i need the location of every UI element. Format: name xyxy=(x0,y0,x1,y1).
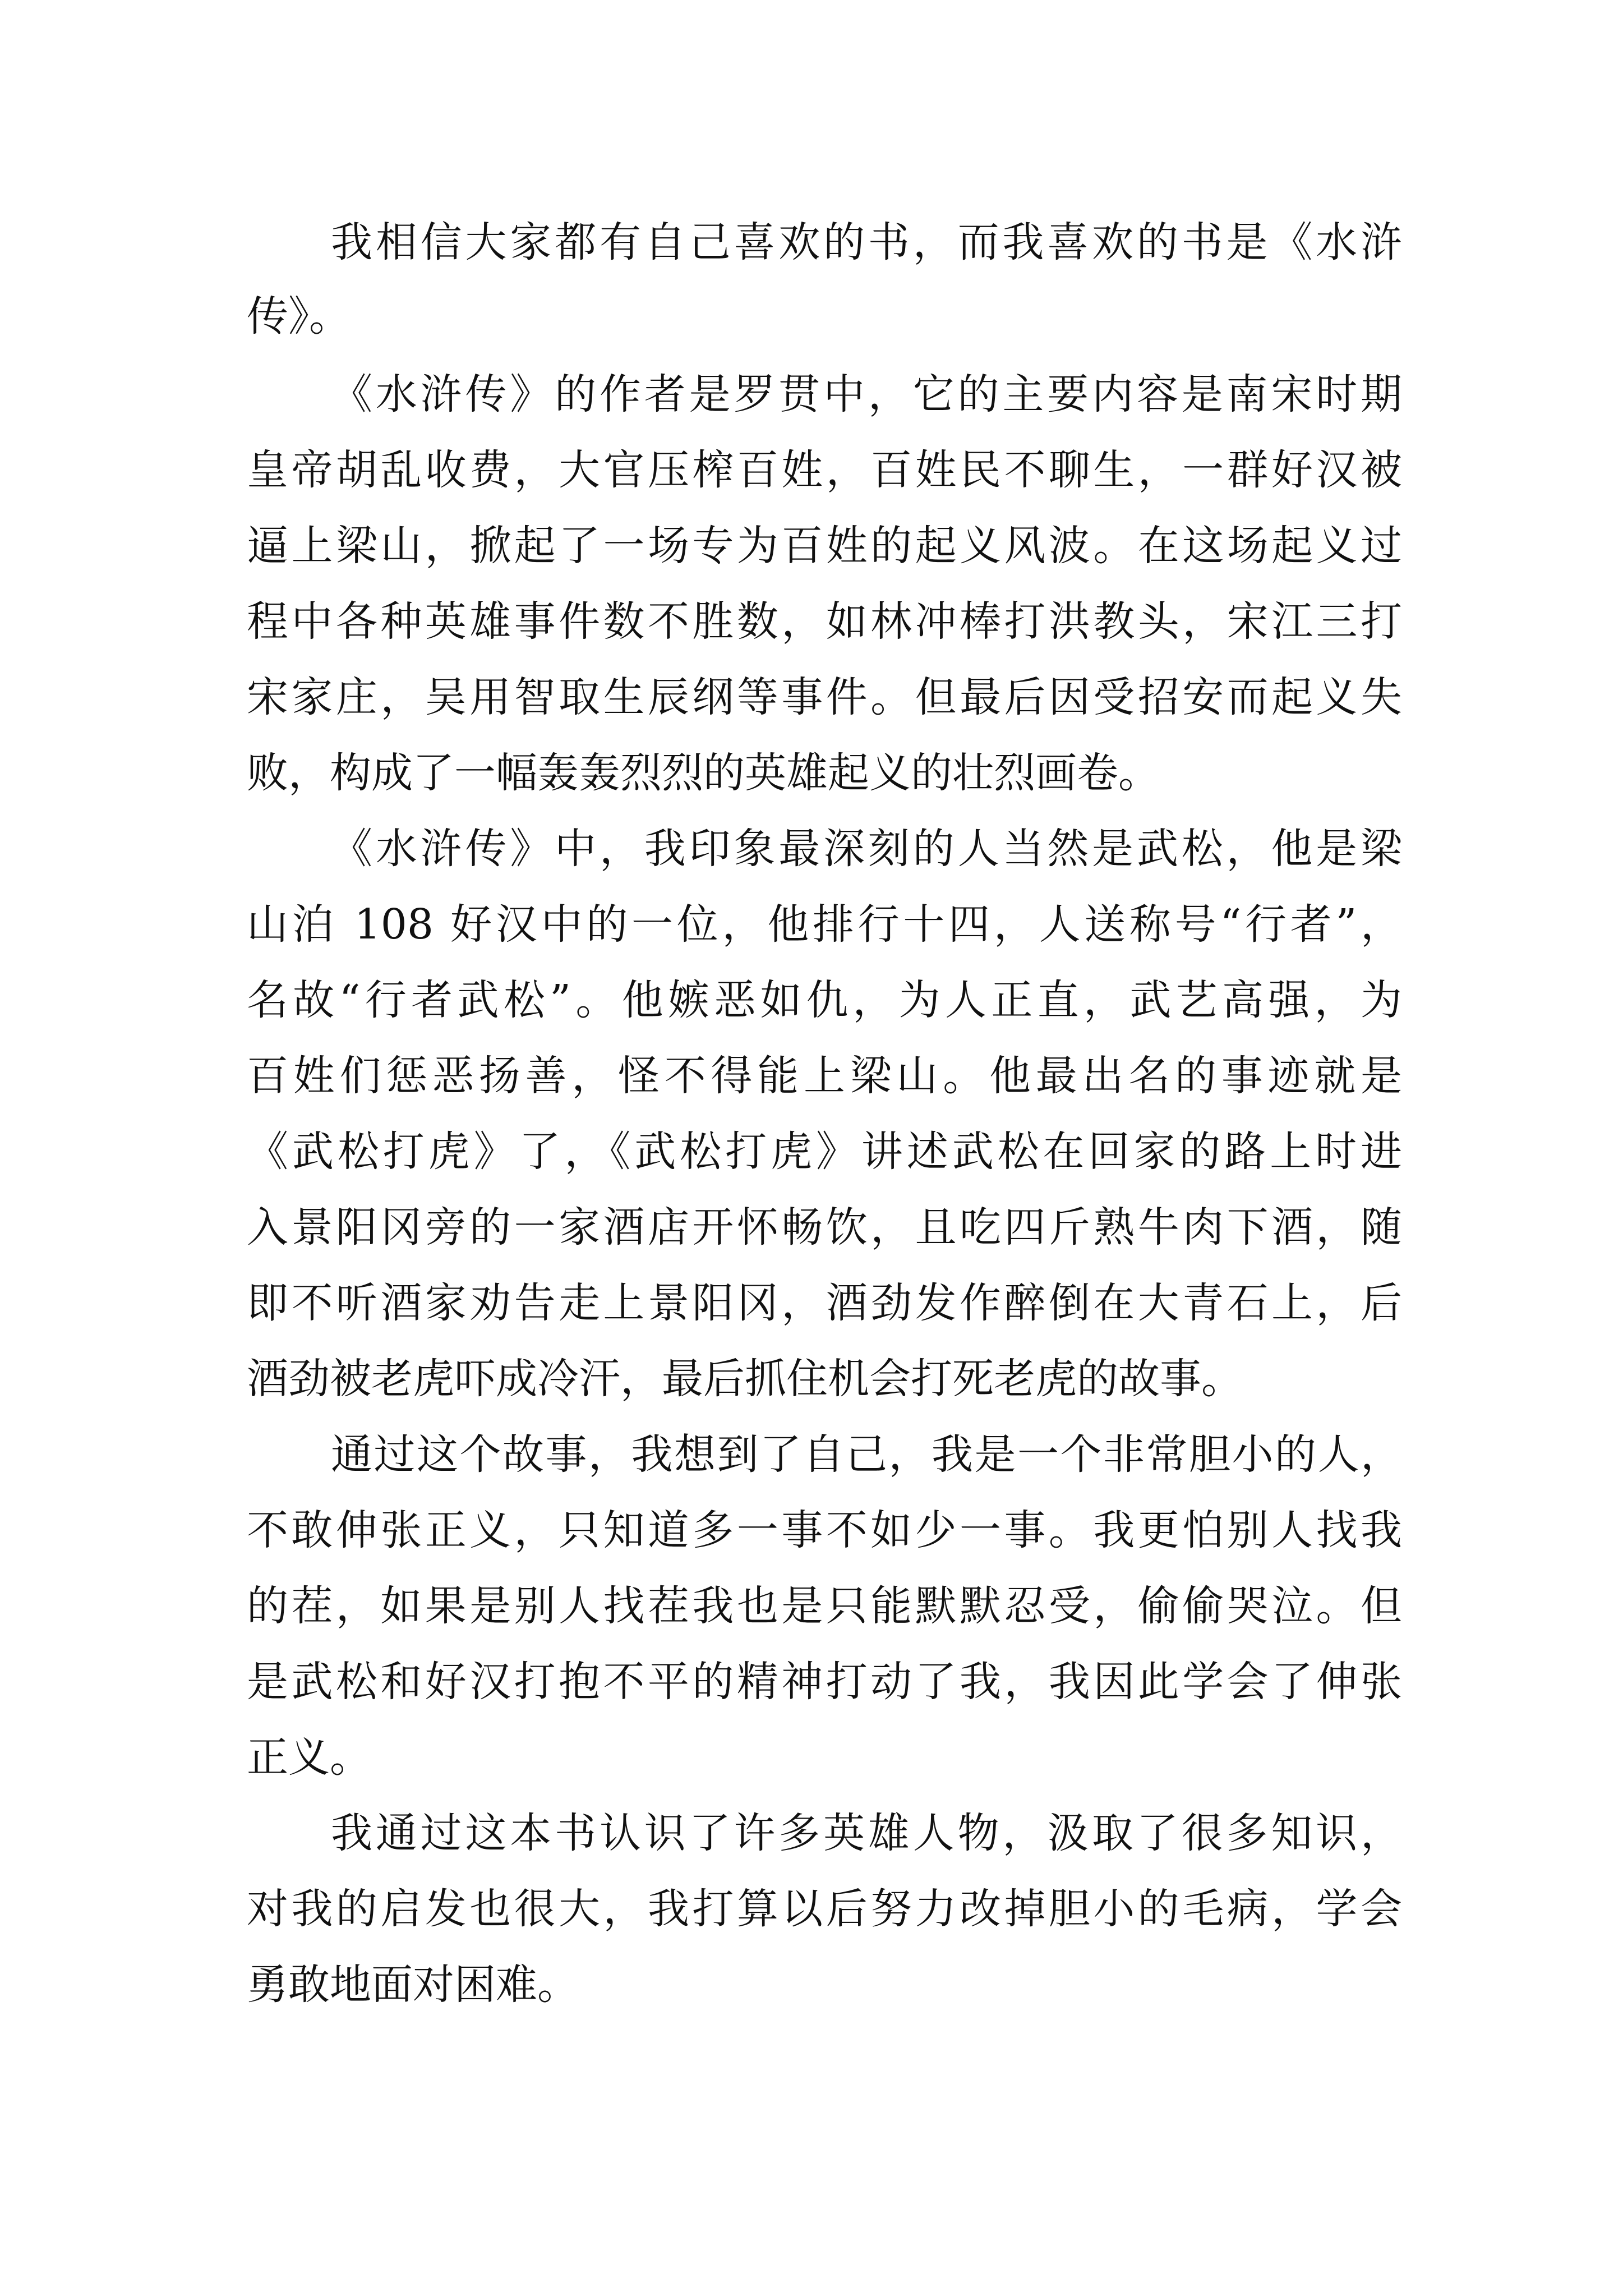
paragraph-5-line-1: 我通过这本书认识了许多英雄人物，汲取了很多知识， xyxy=(331,1809,1402,1857)
paragraph-3-line-3: 名故“行者武松”。他嫉恶如仇，为人正直，武艺高强，为 xyxy=(247,976,1402,1024)
paragraph-3-line-4: 百姓们惩恶扬善，怪不得能上梁山。他最出名的事迹就是 xyxy=(247,1052,1402,1100)
paragraph-2-line-5: 宋家庄，吴用智取生辰纲等事件。但最后因受招安而起义失 xyxy=(247,673,1402,721)
paragraph-2-line-6: 败，构成了一幅轰轰烈烈的英雄起义的壮烈画卷。 xyxy=(247,749,1160,797)
paragraph-2-line-2: 皇帝胡乱收费，大官压榨百姓，百姓民不聊生，一群好汉被 xyxy=(247,446,1402,494)
paragraph-2-line-3: 逼上梁山，掀起了一场专为百姓的起义风波。在这场起义过 xyxy=(247,522,1402,570)
paragraph-2-line-4: 程中各种英雄事件数不胜数，如林冲棒打洪教头，宋江三打 xyxy=(247,597,1402,646)
paragraph-2-line-1: 《水浒传》的作者是罗贯中，它的主要内容是南宋时期 xyxy=(331,370,1402,418)
paragraph-1-line-2: 传》。 xyxy=(247,292,351,341)
paragraph-4-line-1: 通过这个故事，我想到了自己，我是一个非常胆小的人， xyxy=(331,1430,1402,1479)
paragraph-4-line-3: 的茬，如果是别人找茬我也是只能默默忍受，偷偷哭泣。但 xyxy=(247,1582,1402,1630)
paragraph-5-line-2: 对我的启发也很大，我打算以后努力改掉胆小的毛病，学会 xyxy=(247,1885,1402,1933)
paragraph-3-line-5: 《武松打虎》了，《武松打虎》讲述武松在回家的路上时进 xyxy=(247,1128,1402,1176)
paragraph-3-line-1: 《水浒传》中，我印象最深刻的人当然是武松，他是梁 xyxy=(331,825,1402,873)
paragraph-4-line-2: 不敢伸张正义，只知道多一事不如少一事。我更怕别人找我 xyxy=(247,1506,1402,1554)
paragraph-3-line-7: 即不听酒家劝告走上景阳冈，酒劲发作醉倒在大青石上，后 xyxy=(247,1279,1402,1327)
paragraph-3-line-8: 酒劲被老虎吓成冷汗，最后抓住机会打死老虎的故事。 xyxy=(247,1355,1243,1403)
paragraph-3-line-2: 山泊 108 好汉中的一位，他排行十四，人送称号“行者”， xyxy=(247,900,1402,949)
paragraph-5-line-3: 勇敢地面对困难。 xyxy=(247,1961,579,2009)
paragraph-4-line-5: 正义。 xyxy=(247,1733,371,1782)
paragraph-1-line-1: 我相信大家都有自己喜欢的书，而我喜欢的书是《水浒 xyxy=(331,218,1402,266)
paragraph-3-line-6: 入景阳冈旁的一家酒店开怀畅饮，且吃四斤熟牛肉下酒，随 xyxy=(247,1203,1402,1251)
paragraph-4-line-4: 是武松和好汉打抱不平的精神打动了我，我因此学会了伸张 xyxy=(247,1658,1402,1706)
